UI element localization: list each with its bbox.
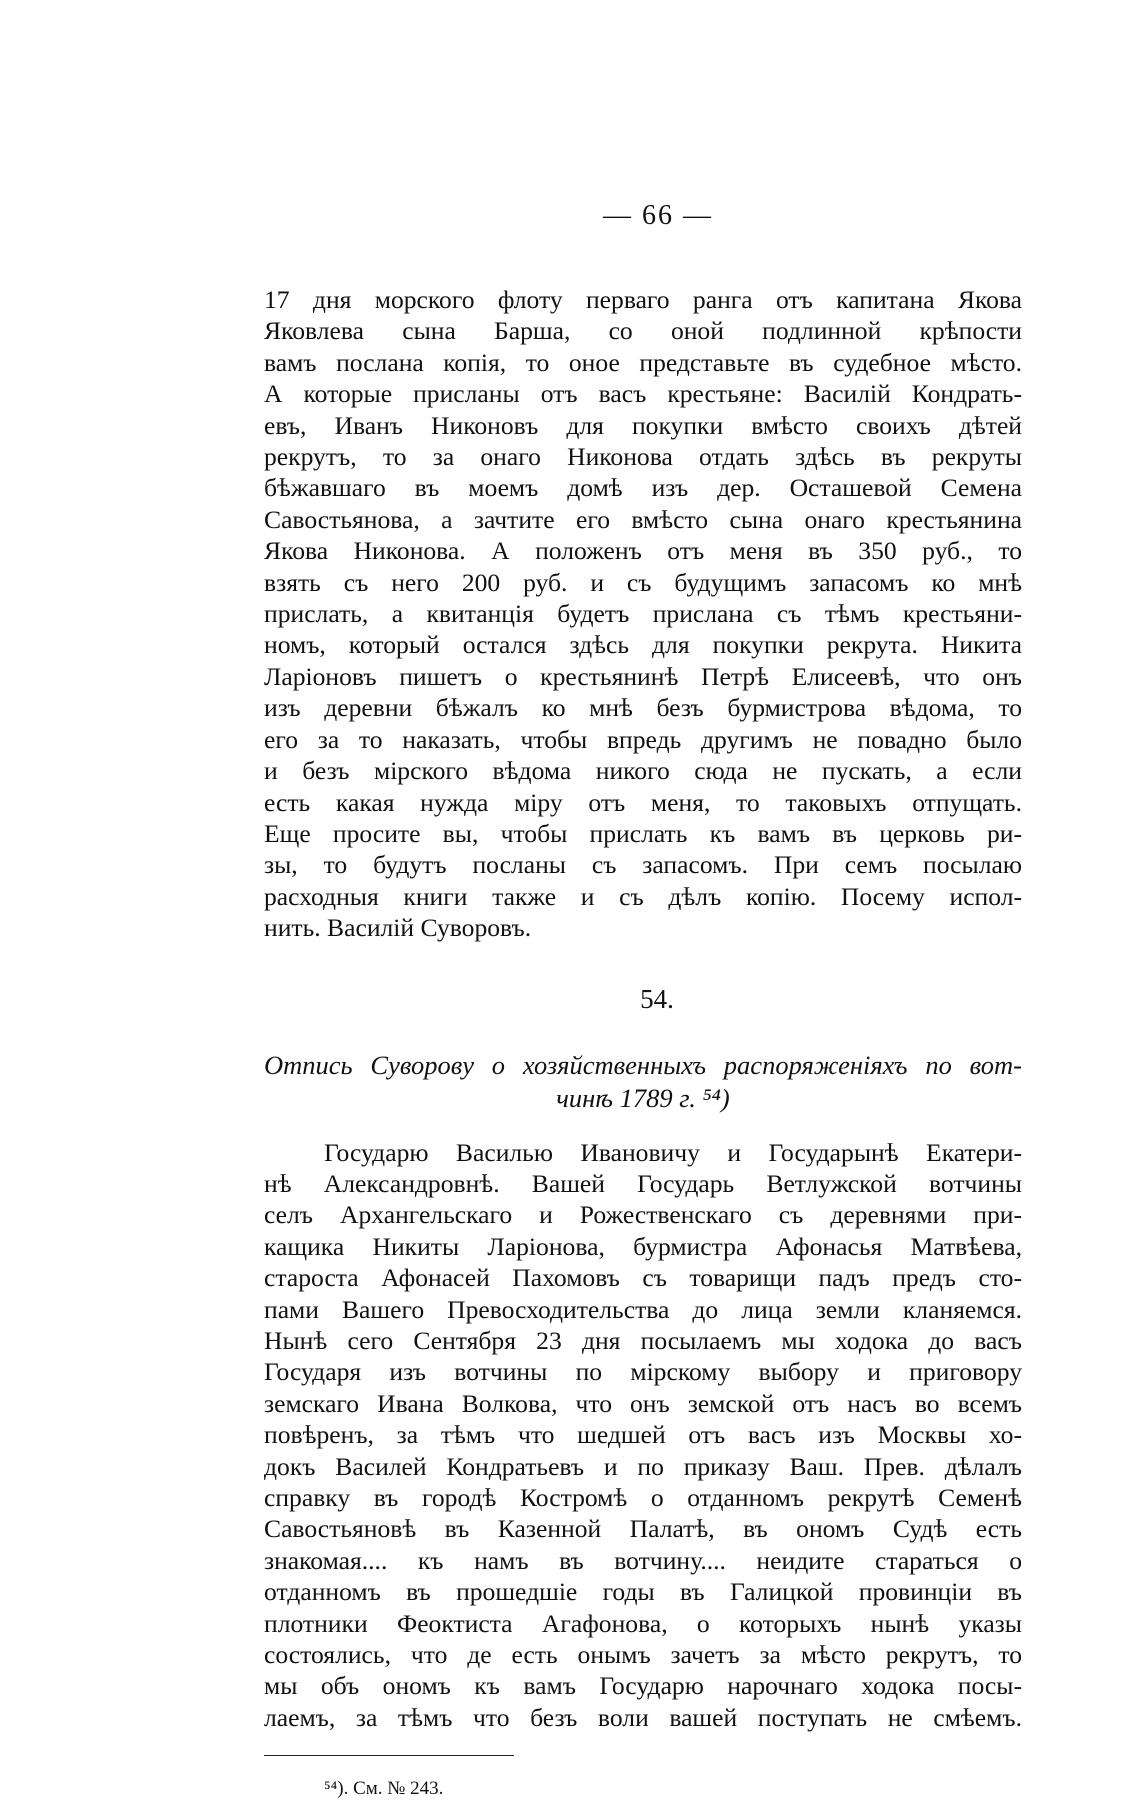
text-line: зы, то будутъ посланы съ запасомъ. При семъ посылаю — [264, 850, 1022, 880]
text-line: пами Вашего Превосходительства до лица земли кланяемся. — [264, 1294, 1022, 1324]
text-line: Государю Василью Ивановичу и Государынѣ Екатери- — [324, 1137, 1022, 1167]
page-number: — 66 — — [603, 200, 713, 231]
document-number: 54. — [640, 983, 674, 1014]
text-line: Якова Никонова. А положенъ отъ меня въ 350 руб., то — [264, 536, 1022, 566]
text-line: мы объ ономъ къ вамъ Государю нарочнаго ходока посы- — [264, 1671, 1022, 1701]
text-line: рекрутъ, то за онаго Никонова отдать здѣсь въ рекруты — [264, 442, 1022, 472]
letter-paragraph — [264, 284, 1022, 944]
text-line: Ларіоновъ пишетъ о крестьянинѣ Петрѣ Елисеевѣ, что онъ — [264, 661, 1022, 691]
text-line: Еще просите вы, чтобы прислать къ вамъ въ церковь ри- — [264, 818, 1022, 848]
text-line: состоялись, что де есть онымъ зачетъ за мѣсто рекрутъ, то — [264, 1640, 1022, 1670]
text-line: докъ Василей Кондратьевъ и по приказу Ваш. Прев. дѣлалъ — [264, 1451, 1022, 1481]
text-line: прислать, а квитанція будетъ прислана съ тѣмъ крестьяни- — [264, 599, 1022, 629]
text-line: А которые присланы отъ васъ крестьяне: Василій Кондрать- — [264, 379, 1022, 409]
text-line: селъ Архангельскаго и Рожественскаго съ деревнями при- — [264, 1200, 1022, 1230]
text-line: лаемъ, за тѣмъ что безъ воли вашей поступать не смѣемъ. — [264, 1702, 1022, 1732]
text-line: бѣжавшаго въ моемъ домѣ изъ дер. Осташевой Семена — [264, 473, 1022, 503]
text-line: нить. Василій Суворовъ. — [264, 913, 532, 943]
heading-line: чинѣ 1789 г. ⁵⁴) — [556, 1082, 730, 1113]
text-line: повѣренъ, за тѣмъ что шедшей отъ васъ изъ Москвы хо- — [264, 1420, 1022, 1450]
text-line: Савостьяновѣ въ Казенной Палатѣ, въ ономъ Судѣ есть — [264, 1514, 1022, 1544]
text-line: староста Афонасей Пахомовъ съ товарищи падъ предъ сто- — [264, 1263, 1022, 1293]
text-line: его за то наказать, чтобы впредь другимъ не повадно было — [264, 724, 1022, 754]
text-line: вамъ послана копія, то оное представьте въ судебное мѣсто. — [264, 347, 1022, 377]
text-line: плотники Феоктиста Агафонова, о которыхъ нынѣ указы — [264, 1608, 1022, 1638]
petition-paragraph — [264, 1137, 1022, 1734]
text-line: 17 дня морского флоту перваго ранга отъ капитана Якова — [264, 285, 1022, 314]
text-line: земскаго Ивана Волкова, что онъ земской отъ насъ во всемъ — [264, 1388, 1022, 1418]
text-line: евъ, Иванъ Никоновъ для покупки вмѣсто своихъ дѣтей — [264, 410, 1022, 440]
text-line: нѣ Александровнѣ. Вашей Государь Ветлужской вотчины — [264, 1168, 1022, 1198]
text-line: Савостьянова, а зачтите его вмѣсто сына онаго крестьянина — [264, 504, 1022, 534]
text-line: отданномъ въ прошедшіе годы въ Галицкой провинціи въ — [264, 1577, 1022, 1607]
heading-line: Отпись Суворову о хозяйственныхъ распоряженіяхъ по вот- — [264, 1049, 1022, 1080]
footnote: ⁵⁴). См. № 243. — [324, 1778, 444, 1800]
text-line: расходныя книги также и съ дѣлъ копію. Посему испол- — [264, 881, 1022, 911]
text-line: Государя изъ вотчины по мірскому выбору и приговору — [264, 1357, 1022, 1387]
text-line: изъ деревни бѣжалъ ко мнѣ безъ бурмистрова вѣдома, то — [264, 693, 1022, 723]
footnote-divider — [264, 1755, 514, 1756]
document-heading — [264, 1049, 1022, 1115]
text-line: справку въ городѣ Костромѣ о отданномъ рекрутѣ Семенѣ — [264, 1483, 1022, 1512]
text-line: Яковлева сына Барша, со оной подлинной крѣпости — [264, 316, 1022, 346]
text-line: есть какая нужда міру отъ меня, то таковыхъ отпущать. — [264, 787, 1022, 817]
text-column — [264, 200, 1022, 1800]
text-line: номъ, который остался здѣсь для покупки рекрута. Никита — [264, 630, 1022, 660]
text-line: Нынѣ сего Сентября 23 дня посылаемъ мы ходока до васъ — [264, 1325, 1022, 1355]
text-line: кащика Никиты Ларіонова, бурмистра Афонасья Матвѣева, — [264, 1231, 1022, 1261]
text-line: и безъ мірского вѣдома никого сюда не пускать, а если — [264, 756, 1022, 786]
text-line: взять съ него 200 руб. и съ будущимъ запасомъ ко мнѣ — [264, 567, 1022, 597]
text-line: знакомая.... къ намъ въ вотчину.... неидите стараться о — [264, 1545, 1022, 1575]
